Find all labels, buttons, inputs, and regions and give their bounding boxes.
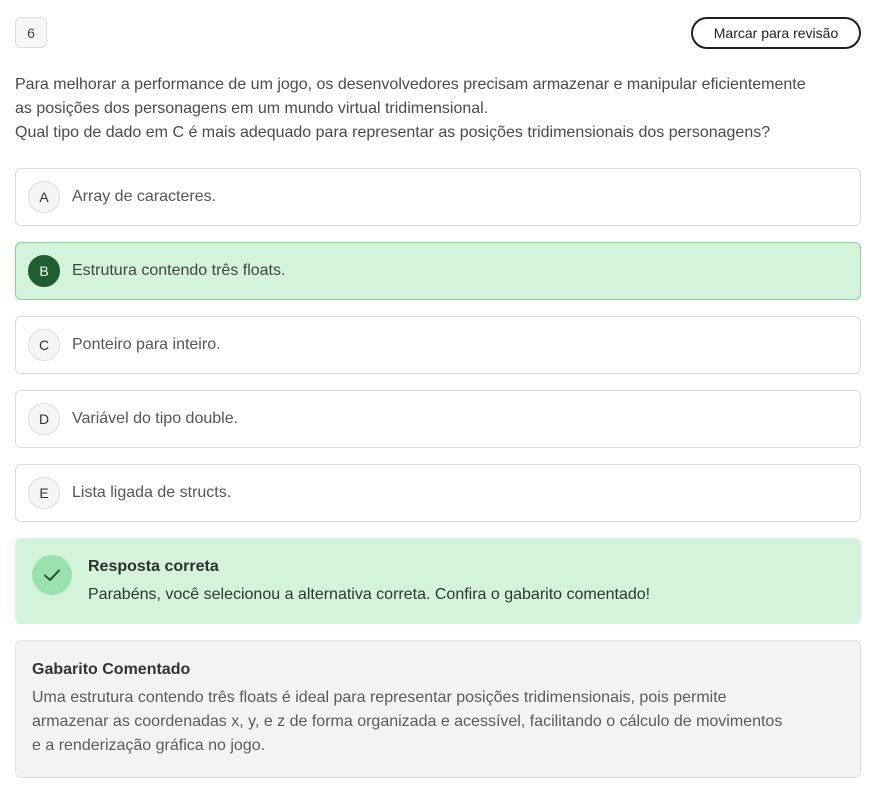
commentary-line: armazenar as coordenadas x, y, e z de forma organizada e acessível, facilitando o cálculo de movimentos (32, 713, 783, 730)
option-letter: C (28, 329, 60, 361)
correct-answer-feedback (15, 538, 861, 624)
question-line: Qual tipo de dado em C é mais adequado para representar as posições tridimensionais dos personagens? (15, 124, 771, 141)
option-text: Variável do tipo double. (72, 410, 239, 427)
option-text: Array de caracteres. (72, 188, 217, 205)
feedback-title: Resposta correta (88, 558, 219, 575)
option-letter: B (28, 255, 60, 287)
option-text: Lista ligada de structs. (72, 484, 232, 501)
option-text: Ponteiro para inteiro. (72, 336, 221, 353)
feedback-text: Parabéns, você selecionou a alternativa correta. Confira o gabarito comentado! (88, 586, 651, 603)
commentary-title: Gabarito Comentado (32, 661, 191, 678)
option-a[interactable] (15, 168, 861, 226)
option-c[interactable] (15, 316, 861, 374)
commentary-line: e a renderização gráfica no jogo. (32, 737, 266, 754)
question-number-badge: 6 (15, 17, 47, 48)
question-line: Para melhorar a performance de um jogo, os desenvolvedores precisam armazenar e manipular eficientemente (15, 76, 806, 93)
answer-commentary (15, 640, 861, 778)
check-icon (32, 555, 72, 595)
commentary-text (32, 686, 842, 758)
option-letter: D (28, 403, 60, 435)
option-b[interactable] (15, 242, 861, 300)
mark-for-review-button[interactable]: Marcar para revisão (691, 17, 861, 49)
commentary-line: Uma estrutura contendo três floats é ideal para representar posições tridimensionais, pois permite (32, 689, 727, 706)
question-header (15, 17, 861, 49)
option-letter: E (28, 477, 60, 509)
option-d[interactable] (15, 390, 861, 448)
option-e[interactable] (15, 464, 861, 522)
option-text: Estrutura contendo três floats. (72, 262, 286, 279)
question-line: as posições dos personagens em um mundo virtual tridimensional. (15, 100, 489, 117)
option-letter: A (28, 181, 60, 213)
question-text (15, 73, 865, 145)
